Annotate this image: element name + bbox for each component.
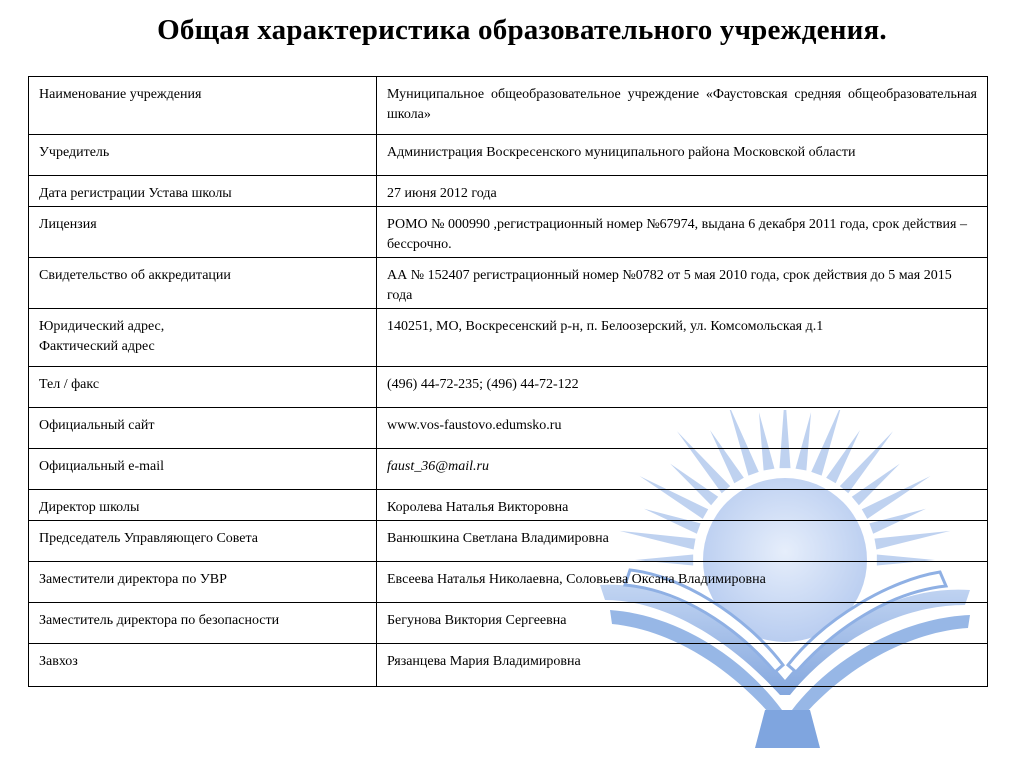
row-label: Свидетельство об аккредитации [29, 258, 377, 309]
table-row [29, 490, 988, 521]
table-row [29, 603, 988, 644]
row-value: Рязанцева Мария Владимировна [377, 644, 988, 687]
row-label: Председатель Управляющего Совета [29, 521, 377, 562]
row-value: Евсеева Наталья Николаевна, Соловьева Оксана Владимировна [377, 562, 988, 603]
table-row [29, 309, 988, 367]
row-label: Заместитель директора по безопасности [29, 603, 377, 644]
row-label: Лицензия [29, 207, 377, 258]
row-value: Королева Наталья Викторовна [377, 490, 988, 521]
row-value: 140251, МО, Воскресенский р-н, п. Белоозерский, ул. Комсомольская д.1 [377, 309, 988, 367]
table-row [29, 135, 988, 176]
actual-address-label: Фактический адрес [39, 339, 155, 354]
table-row [29, 644, 988, 687]
table-row [29, 562, 988, 603]
row-value: РОМО № 000990 ,регистрационный номер №67974, выдана 6 декабря 2011 года, срок действия – бессрочно. [377, 207, 988, 258]
row-label: Наименование учреждения [29, 77, 377, 135]
legal-address-label: Юридический адрес, [39, 319, 165, 334]
table-row [29, 521, 988, 562]
website-link[interactable]: www.vos-faustovo.edumsko.ru [377, 408, 988, 449]
row-value: (496) 44-72-235; (496) 44-72-122 [377, 367, 988, 408]
row-label: Учредитель [29, 135, 377, 176]
row-value: Муниципальное общеобразовательное учреждение «Фаустовская средняя общеобразовательная школа» [377, 77, 988, 135]
row-label: Заместители директора по УВР [29, 562, 377, 603]
table-row [29, 258, 988, 309]
row-label: Официальный сайт [29, 408, 377, 449]
row-label: Завхоз [29, 644, 377, 687]
table-row [29, 449, 988, 490]
page-title: Общая характеристика образовательного учреждения. [157, 14, 887, 46]
table-row [29, 77, 988, 135]
row-value: АА № 152407 регистрационный номер №0782 от 5 мая 2010 года, срок действия до 5 мая 2015 года [377, 258, 988, 309]
row-label: Дата регистрации Устава школы [29, 176, 377, 207]
row-label: Официальный e-mail [29, 449, 377, 490]
table-row [29, 408, 988, 449]
row-value: Ванюшкина Светлана Владимировна [377, 521, 988, 562]
row-value: 27 июня 2012 года [377, 176, 988, 207]
row-value: Администрация Воскресенского муниципального района Московской области [377, 135, 988, 176]
institution-info-table [28, 76, 988, 687]
row-label: Директор школы [29, 490, 377, 521]
email-link[interactable]: faust_36@mail.ru [377, 449, 988, 490]
table-row [29, 207, 988, 258]
table-row [29, 176, 988, 207]
row-label [29, 309, 377, 367]
table-row [29, 367, 988, 408]
row-value: Бегунова Виктория Сергеевна [377, 603, 988, 644]
row-label: Тел / факс [29, 367, 377, 408]
